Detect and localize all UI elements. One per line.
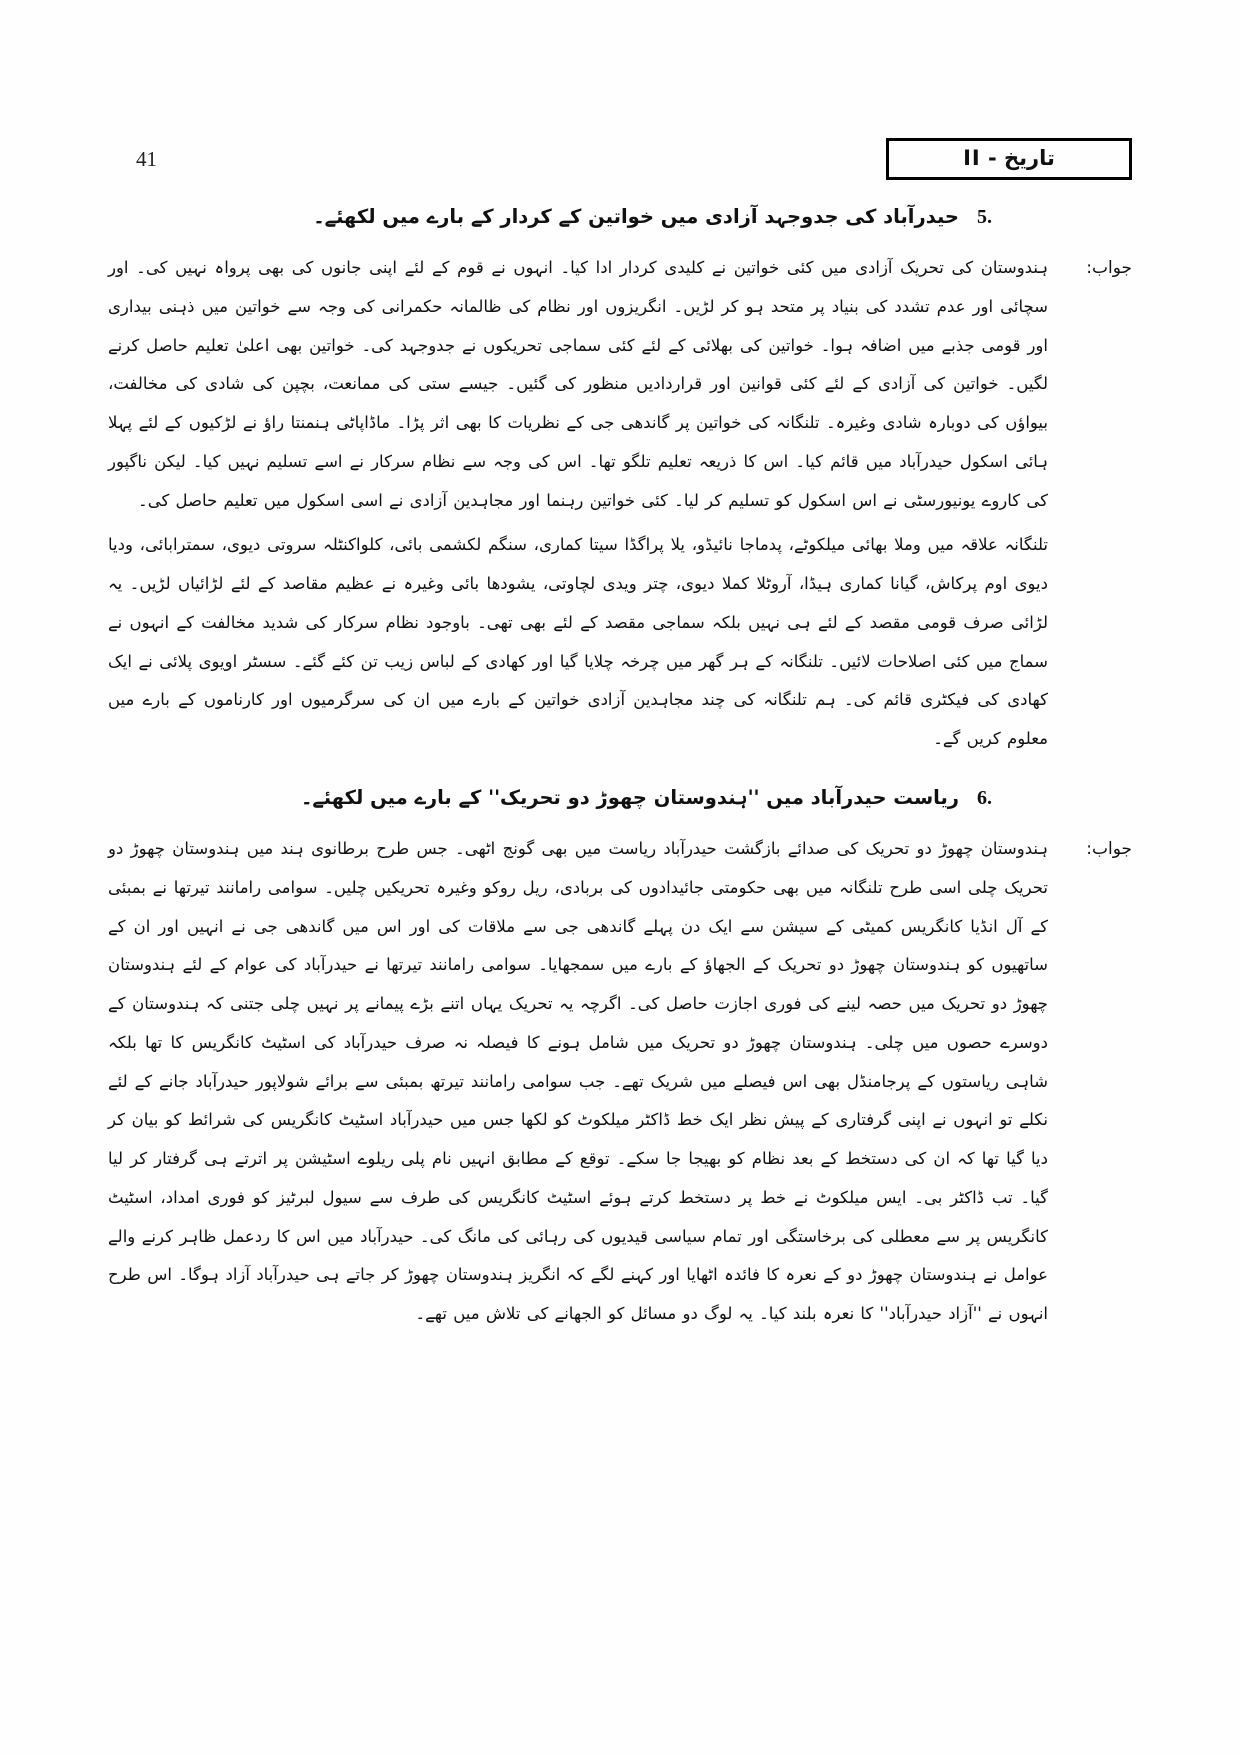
question-6-answer [108,830,1132,1340]
answer-label: جواب: [1086,839,1132,860]
question-6-number: 6. [977,787,992,809]
question-5 [108,198,1132,765]
question-6-heading-row [108,779,1132,816]
answer-paragraph: تلنگانہ علاقہ میں وملا بھائی میلکوٹے، پدماجا نائیڈو، یلا پراگڈا سیتا کماری، سنگم لکشمی بائی، کلواکنٹلہ سروتی دیوی، سمترابائی، ودیا دیوی اوم پرکاش، گیانا کماری ہیڈا، آروٹلا کملا دیوی، چتر ویدی لچاوتی، یشودھا بائی وغیرہ نے عظیم مقاصد کے لئے لڑائیاں لڑیں۔ یہ لڑائی صرف قومی مقصد کے لئے ہی نہیں بلکہ سماجی مقصد کے لئے بھی تھی۔ باوجود نظام سرکار کی شدید مخالفت کے انہوں نے سماج میں کئی اصلاحات لائیں۔ تلنگانہ کے ہر گھر میں چرخہ چلایا گیا اور کھادی کے لباس زیب تن کئے گئے۔ سسٹر اویوی پلائی نے ایک کھادی کی فیکٹری قائم کی۔ ہم تلنگانہ کی چند مجاہدین آزادی خواتین کے بارے میں ان کی سرگرمیوں اور کارناموں کے بارے میں معلوم کریں گے۔ [108,535,1048,749]
subject-header-badge: تاریخ - II [886,138,1132,180]
question-5-heading-row [108,198,1132,235]
question-5-title: حیدرآباد کی جدوجہد آزادی میں خواتین کے کردار کے بارے میں لکھئے۔ [313,205,959,228]
answer-paragraph: ہندوستان کی تحریک آزادی میں کئی خواتین نے کلیدی کردار ادا کیا۔ انہوں نے قوم کے لئے اپنی جانوں کی بھی پرواہ نہیں کی۔ اور سچائی اور عدم تشدد کی بنیاد پر متحد ہو کر لڑیں۔ انگریزوں اور نظام کی ظالمانہ حکمرانی کی وجہ سے خواتین میں ذہنی بیداری اور قومی جذبے میں اضافہ ہوا۔ خواتین کی بھلائی کے لئے کئی سماجی تحریکوں نے جدوجہد کی۔ خواتین بھی اعلیٰ تعلیم حاصل کرنے لگیں۔ خواتین کی آزادی کے لئے کئی قوانین اور قراردادیں منظور کی گئیں۔ جیسے ستی کی ممانعت، بچپن کی شادی کی مخالفت، بیواؤں کی دوبارہ شادی وغیرہ۔ تلنگانہ کی خواتین پر گاندھی جی کے نظریات کا بھی اثر پڑا۔ ماڈاپاٹی ہنمنتا راؤ نے لڑکیوں کے لئے پہلا ہائی اسکول حیدرآباد میں قائم کیا۔ اس کا ذریعہ تعلیم تلگو تھا۔ اس کی وجہ سے نظام سرکار نے اسے تسلیم نہیں کیا۔ لیکن ناگپور کی کاروے یونیورسٹی نے اس اسکول کو تسلیم کر لیا۔ کئی خواتین رہنما اور مجاہدین آزادی نے اسی اسکول میں تعلیم حاصل کی۔ [108,258,1048,510]
question-6 [108,779,1132,1340]
answer-label: جواب: [1086,258,1132,279]
question-5-answer [108,249,1132,765]
answer-body [108,249,1048,765]
question-6-title: ریاست حیدرآباد میں ''ہندوستان چھوڑ دو تحریک'' کے بارے میں لکھئے۔ [300,786,959,809]
answer-paragraph: ہندوستان چھوڑ دو تحریک کی صدائے بازگشت حیدرآباد ریاست میں بھی گونج اٹھی۔ جس طرح برطانوی ہند میں ہندوستان چھوڑ دو تحریک چلی اسی طرح تلنگانہ میں بھی حکومتی جائیدادوں کی بربادی، ریل روکو وغیرہ تحریکیں چلیں۔ سوامی رامانند تیرتھا نے بمبئی کے آل انڈیا کانگریس کمیٹی کے سیشن سے ایک دن پہلے گاندھی جی سے ملاقات کی اور اس میں گاندھی جی نے انہیں اور ان کے ساتھیوں کو ہندوستان چھوڑ دو تحریک کے الجھاؤ کے بارے میں سمجھایا۔ سوامی رامانند تیرتھا نے حیدرآباد کی عوام کے لئے ہندوستان چھوڑ دو تحریک میں حصہ لینے کی فوری اجازت حاصل کی۔ اگرچہ یہ تحریک یہاں اتنے بڑے پیمانے پر نہیں چلی جتنی کہ ہندوستان کے دوسرے حصوں میں چلی۔ ہندوستان چھوڑ دو تحریک میں شامل ہونے کا فیصلہ نہ صرف حیدرآباد کی اسٹیٹ کانگریس کا تھا بلکہ شاہی ریاستوں کے پرجامنڈل بھی اس فیصلے میں شریک تھے۔ جب سوامی رامانند تیرتھ بمبئی سے برائے شولاپور حیدرآباد جانے کے لئے نکلے تو انہوں نے اپنی گرفتاری کے پیش نظر ایک خط ڈاکٹر میلکوٹ کو لکھا جس میں حیدرآباد اسٹیٹ کانگریس کی شرائط کو بیان کر دیا گیا تھا کہ ان کی دستخط کے بعد نظام کو بھیجا جا سکے۔ توقع کے مطابق انہیں نام پلی ریلوے اسٹیشن پر اترتے ہی گرفتار کر لیا گیا۔ تب ڈاکٹر بی۔ ایس میلکوٹ نے خط پر دستخط کرتے ہوئے اسٹیٹ کانگریس کی طرف سے سیول لبرٹیز کو فوری امداد، اسٹیٹ کانگریس پر سے معطلی کی برخاستگی اور تمام سیاسی قیدیوں کی رہائی کی مانگ کی۔ حیدرآباد میں اس کا ردعمل ظاہر کرنے والے عوامل نے ہندوستان چھوڑ دو کے نعرہ کا فائدہ اٹھایا اور کہنے لگے کہ انگریز ہندوستان چھوڑ کر جاتے ہی حیدرآباد آزاد ہوگا۔ اس طرح انہوں نے ''آزاد حیدرآباد'' کا نعرہ بلند کیا۔ یہ لوگ دو مسائل کو الجھانے کی تلاش میں تھے۔ [108,839,1048,1324]
page-content [108,198,1132,1340]
answer-body [108,830,1048,1340]
page-number: 41 [136,146,157,171]
question-5-number: 5. [977,206,992,228]
page-header-row [108,138,1132,180]
